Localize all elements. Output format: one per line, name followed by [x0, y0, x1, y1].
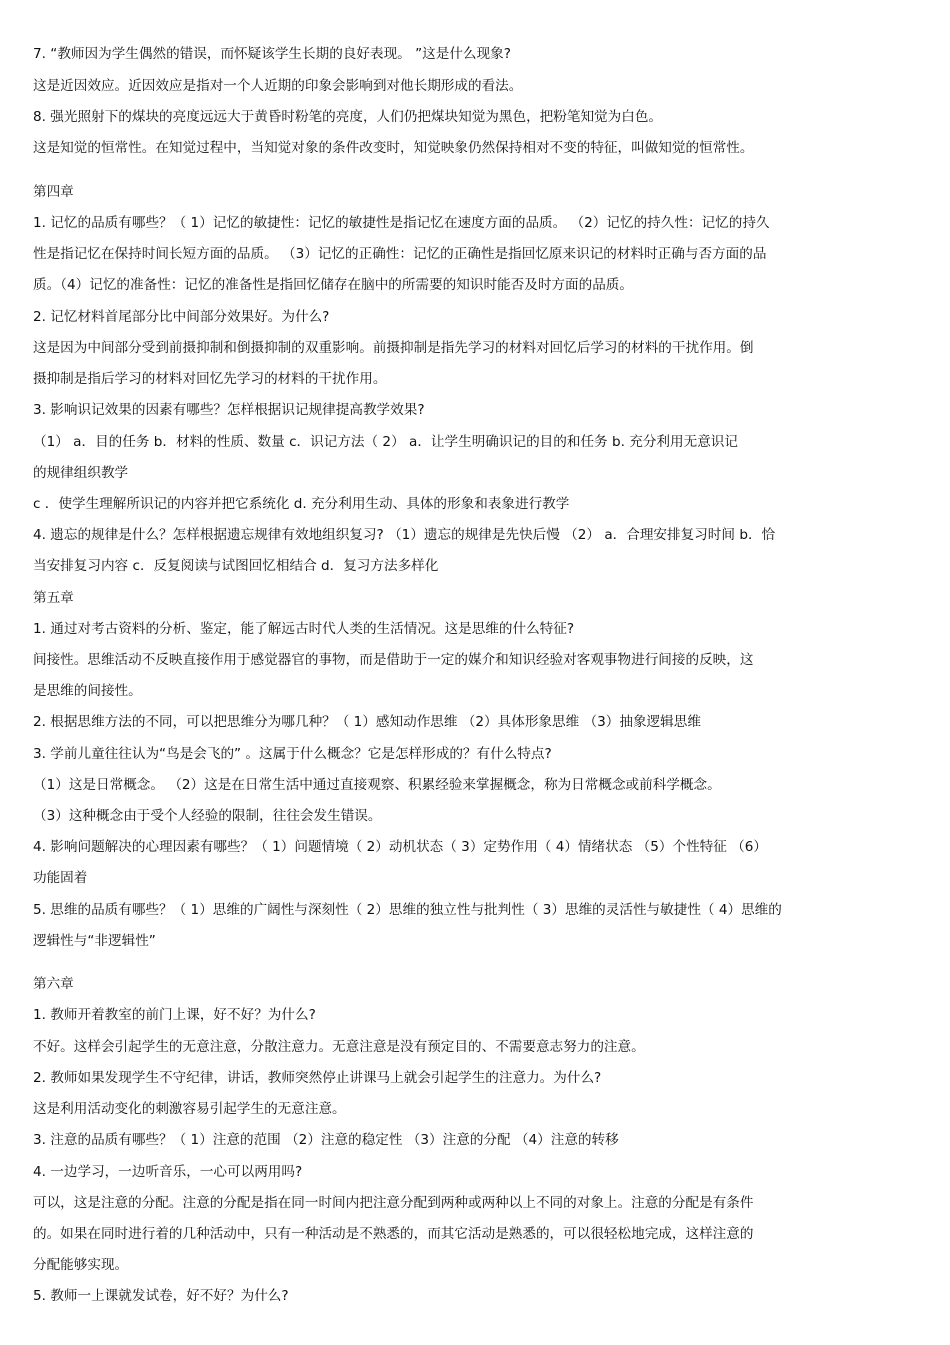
answer-ch4-3-line-2: 的规律组织教学	[33, 465, 129, 481]
question-ch6-3: 3. 注意的品质有哪些？（ 1）注意的范围 （2）注意的稳定性 （3）注意的分配 （4）注意的转移	[33, 1132, 619, 1148]
answer-ch5-3-line-2: （3）这种概念由于受个人经验的限制，往往会发生错误。	[33, 808, 382, 824]
question-ch5-2: 2. 根据思维方法的不同，可以把思维分为哪几种？（ 1）感知动作思维 （2）具体形象思维 （3）抽象逻辑思维	[33, 714, 701, 730]
question-ch6-1: 1. 教师开着教室的前门上课，好不好？为什么?	[33, 1007, 316, 1023]
question-ch6-5: 5. 教师一上课就发试卷，好不好？为什么?	[33, 1288, 289, 1304]
question-ch4-1-line-3: 质。（4）记忆的准备性：记忆的准备性是指回忆储存在脑中的所需要的知识时能否及时方面的品质。	[33, 277, 633, 293]
answer-ch6-1: 不好。这样会引起学生的无意注意，分散注意力。无意注意是没有预定目的、不需要意志努力的注意。	[33, 1039, 645, 1055]
question-ch6-4: 4. 一边学习，一边听音乐，一心可以两用吗?	[33, 1164, 303, 1180]
question-ch5-5-line-1: 5. 思维的品质有哪些？（ 1）思维的广阔性与深刻性（ 2）思维的独立性与批判性（ 3）思维的灵活性与敏捷性（ 4）思维的	[33, 902, 782, 918]
question-ch4-3: 3. 影响识记效果的因素有哪些？怎样根据识记规律提高教学效果?	[33, 402, 425, 418]
question-ch4-4-line-1: 4. 遗忘的规律是什么？怎样根据遗忘规律有效地组织复习? （1）遗忘的规律是先快后慢 （2） a．合理安排复习时间 b．恰	[33, 527, 776, 543]
chapter-heading-6: 第六章	[33, 976, 74, 992]
question-ch4-1-line-2: 性是指记忆在保持时间长短方面的品质。 （3）记忆的正确性：记忆的正确性是指回忆原来识记的材料时正确与否方面的品	[33, 246, 767, 262]
answer-ch5-1-line-1: 间接性。思维活动不反映直接作用于感觉器官的事物，而是借助于一定的媒介和知识经验对客观事物进行间接的反映，这	[33, 652, 754, 668]
answer-ch5-1-line-2: 是思维的间接性。	[33, 683, 142, 699]
question-ch4-4-line-2: 当安排复习内容 c．反复阅读与试图回忆相结合 d．复习方法多样化	[33, 558, 439, 574]
answer-ch4-2-line-1: 这是因为中间部分受到前摄抑制和倒摄抑制的双重影响。前摄抑制是指先学习的材料对回忆后学习的材料的干扰作用。倒	[33, 340, 754, 356]
answer-ch5-3-line-1: （1）这是日常概念。 （2）这是在日常生活中通过直接观察、积累经验来掌握概念，称为日常概念或前科学概念。	[33, 777, 721, 793]
question-ch4-2: 2. 记忆材料首尾部分比中间部分效果好。为什么?	[33, 309, 330, 325]
question-ch3-7: 7. “教师因为学生偶然的错误，而怀疑该学生长期的良好表现。 ”这是什么现象?	[33, 46, 511, 62]
answer-ch6-4-line-2: 的。如果在同时进行着的几种活动中，只有一种活动是不熟悉的，而其它活动是熟悉的，可以很轻松地完成，这样注意的	[33, 1226, 754, 1242]
question-ch4-1-line-1: 1. 记忆的品质有哪些？（ 1）记忆的敏捷性：记忆的敏捷性是指记忆在速度方面的品质。 （2）记忆的持久性：记忆的持久	[33, 215, 770, 231]
question-ch5-3: 3. 学前儿童往往认为“鸟是会飞的” 。这属于什么概念？它是怎样形成的？有什么特点?	[33, 746, 552, 762]
question-ch5-4-line-2: 功能固着	[33, 870, 88, 886]
question-ch6-2: 2. 教师如果发现学生不守纪律，讲话，教师突然停止讲课马上就会引起学生的注意力。为什么?	[33, 1070, 602, 1086]
chapter-heading-5: 第五章	[33, 590, 74, 606]
answer-ch4-3-line-1: （1） a．目的任务 b．材料的性质、数量 c．识记方法（ 2） a．让学生明确识记的目的和任务 b. 充分利用无意识记	[33, 434, 738, 450]
question-ch5-1: 1. 通过对考古资料的分析、鉴定，能了解远古时代人类的生活情况。这是思维的什么特征?	[33, 621, 575, 637]
answer-ch6-2: 这是利用活动变化的刺激容易引起学生的无意注意。	[33, 1101, 346, 1117]
answer-ch6-4-line-1: 可以，这是注意的分配。注意的分配是指在同一时间内把注意分配到两种或两种以上不同的对象上。注意的分配是有条件	[33, 1195, 754, 1211]
answer-ch6-4-line-3: 分配能够实现。	[33, 1257, 129, 1273]
question-ch3-8: 8. 强光照射下的煤块的亮度远远大于黄昏时粉笔的亮度，人们仍把煤块知觉为黑色，把粉笔知觉为白色。	[33, 109, 663, 125]
question-ch5-4-line-1: 4. 影响问题解决的心理因素有哪些？（ 1）问题情境（ 2）动机状态（ 3）定势作用（ 4）情绪状态 （5）个性特征 （6）	[33, 839, 768, 855]
answer-ch4-3-line-3: c ．使学生理解所识记的内容并把它系统化 d. 充分利用生动、具体的形象和表象进行教学	[33, 496, 570, 512]
answer-ch3-8: 这是知觉的恒常性。在知觉过程中，当知觉对象的条件改变时，知觉映象仍然保持相对不变的特征，叫做知觉的恒常性。	[33, 140, 754, 156]
answer-ch4-2-line-2: 摄抑制是指后学习的材料对回忆先学习的材料的干扰作用。	[33, 371, 387, 387]
answer-ch3-7: 这是近因效应。近因效应是指对一个人近期的印象会影响到对他长期形成的看法。	[33, 78, 523, 94]
chapter-heading-4: 第四章	[33, 184, 74, 200]
question-ch5-5-line-2: 逻辑性与“非逻辑性”	[33, 933, 156, 949]
